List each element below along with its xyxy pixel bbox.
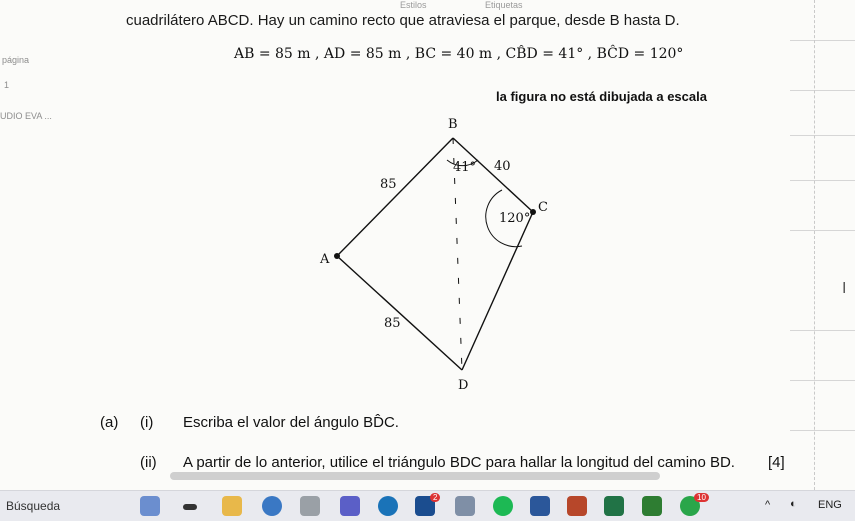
side-BC-length: 40 — [494, 159, 511, 174]
word-icon[interactable] — [530, 496, 550, 516]
margin-guide — [814, 0, 815, 490]
label-C: C — [538, 200, 548, 215]
styles-button[interactable]: Estilos — [400, 0, 427, 10]
excel-icon[interactable] — [604, 496, 624, 516]
tray-chevron-icon[interactable]: ^ — [765, 499, 771, 511]
task-view-icon[interactable] — [183, 504, 197, 510]
horizontal-scrollbar[interactable] — [170, 472, 660, 480]
point-C — [530, 209, 536, 215]
given-values: AB = 85 m , AD = 85 m , BC = 40 m , CB̂D = 41° , BĈD = 120° — [234, 46, 684, 62]
question-intro: cuadrilátero ABCD. Hay un camino recto que atraviesa el parque, desde B hasta D. — [126, 12, 680, 29]
spotify-icon[interactable] — [493, 496, 513, 516]
part-ii-label: (ii) — [140, 454, 157, 471]
part-ii-marks: [4] — [768, 454, 785, 471]
part-ii-text: A partir de lo anterior, utilice el triángulo BDC para hallar la longitud del camino BD. — [183, 454, 735, 471]
notification-badge: 2 — [430, 493, 440, 502]
side-CD — [462, 212, 533, 370]
part-i-label: (i) — [140, 414, 154, 431]
side-AD-length: 85 — [384, 316, 401, 331]
part-a-label: (a) — [100, 414, 119, 431]
teams-icon[interactable] — [340, 496, 360, 516]
file-explorer-icon[interactable] — [222, 496, 242, 516]
label-B: B — [448, 117, 458, 132]
part-i-text: Escriba el valor del ángulo BD̂C. — [183, 414, 399, 431]
app-icon[interactable] — [300, 496, 320, 516]
chrome-icon[interactable] — [262, 496, 282, 516]
side-AD — [337, 256, 462, 370]
text-cursor-icon: I — [842, 280, 847, 297]
app-k-icon[interactable] — [642, 496, 662, 516]
tags-button[interactable]: Etiquetas — [485, 0, 523, 10]
taskbar — [0, 490, 855, 521]
edge-icon[interactable] — [378, 496, 398, 516]
widgets-icon[interactable] — [140, 496, 160, 516]
point-A — [334, 253, 340, 259]
side-AB-length: 85 — [380, 177, 397, 192]
app-icon-2[interactable] — [455, 496, 475, 516]
side-BC — [453, 138, 533, 212]
label-A: A — [320, 252, 330, 267]
angle-B-value: 41° — [453, 160, 477, 175]
section-label[interactable]: UDIO EVA ... — [0, 111, 52, 121]
angle-C-value: 120° — [499, 211, 531, 226]
powerpoint-icon[interactable] — [567, 496, 587, 516]
tray-status-icon[interactable]: ◐ — [790, 498, 797, 510]
page-number: 1 — [4, 80, 10, 90]
taskbar-search[interactable]: Búsqueda — [6, 499, 61, 513]
side-AB — [337, 138, 453, 256]
label-D: D — [458, 378, 469, 393]
scale-note: la figura no está dibujada a escala — [496, 89, 707, 104]
language-indicator[interactable]: ENG — [818, 499, 842, 511]
whatsapp-badge: 10 — [694, 493, 709, 502]
page-label: página — [2, 55, 30, 65]
